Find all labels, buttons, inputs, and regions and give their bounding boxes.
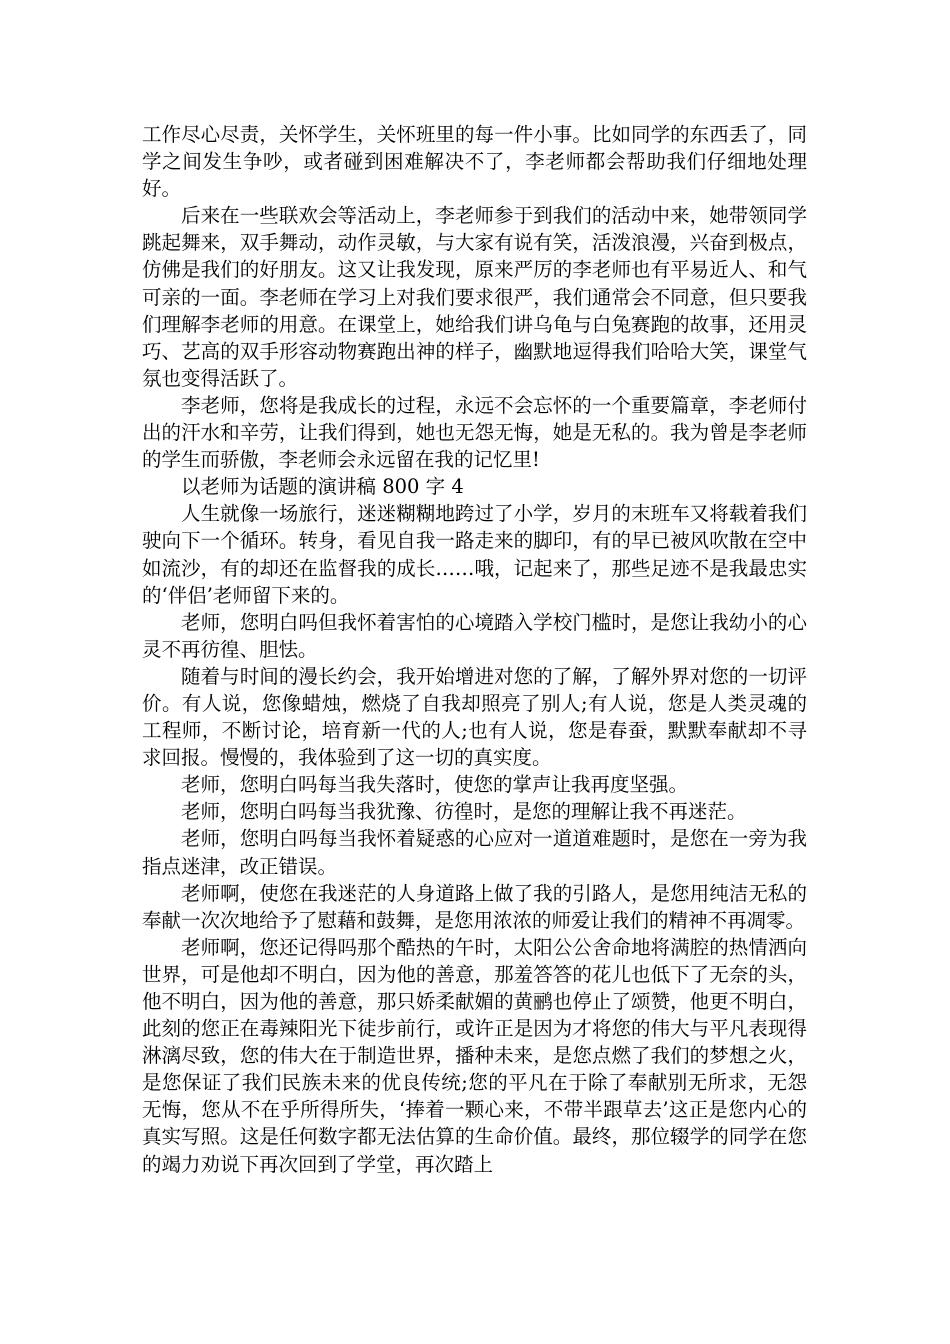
paragraph: 老师啊，使您在我迷茫的人身道路上做了我的引路人，是您用纯洁无私的奉献一次次地给予了慰藉和鼓舞，是您用浓浓的师爱让我们的精神不再凋零。 [142, 881, 807, 932]
paragraph: 老师，您明白吗每当我失落时，使您的掌声让我再度坚强。 [181, 773, 689, 797]
paragraph: 后来在一些联欢会等活动上，李老师参于到我们的活动中来，她带领同学跳起舞来，双手舞动，动作灵敏，与大家有说有笑，活泼浪漫，兴奋到极点，仿佛是我们的好朋友。这又让我发现，原来严厉的李老师也有平易近人、和气可亲的一面。李老师在学习上对我们要求很严，我们通常会不同意，但只要我们理解李老师的用意。在课堂上，她给我们讲乌龟与白兔赛跑的故事，还用灵巧、艺高的双手形容动物赛跑出神的样子，幽默地逗得我们哈哈大笑，课堂气氛也变得活跃了。 [142, 204, 807, 390]
paragraph: 工作尽心尽责，关怀学生，关怀班里的每一件小事。比如同学的东西丢了，同学之间发生争吵，或者碰到困难解决不了，李老师都会帮助我们仔细地处理好。 [142, 123, 807, 201]
paragraph: 人生就像一场旅行，迷迷糊糊地跨过了小学，岁月的末班车又将载着我们驶向下一个循环。转身，看见自我一路走来的脚印，有的早已被风吹散在空中如流沙，有的却还在监督我的成长……哦，记起来了，那些足迹不是我最忠实的‘伴侣’老师留下来的。 [142, 502, 807, 607]
paragraph: 老师，您明白吗每当我怀着疑惑的心应对一道道难题时，是您在一旁为我指点迷津，改正错误。 [142, 827, 807, 878]
paragraph: 老师，您明白吗每当我犹豫、彷徨时，是您的理解让我不再迷茫。 [181, 800, 747, 824]
section-heading: 以老师为话题的演讲稿 800 字 4 [181, 475, 464, 499]
paragraph: 老师，您明白吗但我怀着害怕的心境踏入学校门槛时，是您让我幼小的心灵不再彷徨、胆怯。 [142, 610, 807, 661]
paragraph: 李老师，您将是我成长的过程，永远不会忘怀的一个重要篇章，李老师付出的汗水和辛劳，让我们得到，她也无怨无悔，她是无私的。我为曾是李老师的学生而骄傲，李老师会永远留在我的记忆里! [142, 393, 807, 472]
paragraph: 老师啊，您还记得吗那个酷热的午时，太阳公公舍命地将满腔的热情洒向世界，可是他却不明白，因为他的善意，那羞答答的花儿也低下了无奈的头，他不明白，因为他的善意，那只娇柔献媚的黄鹂也停止了颂赞，他更不明白，此刻的您正在毒辣阳光下徒步前行，或许正是因为才将您的伟大与平凡表现得淋漓尽致，您的伟大在于制造世界，播种未来，是您点燃了我们的梦想之火，是您保证了我们民族未来的优良传统;您的平凡在于除了奉献别无所求，无怨无悔，您从不在乎所得所失，‘捧着一颗心来，不带半跟草去’这正是您内心的真实写照。这是任何数字都无法估算的生命价值。最终，那位辍学的同学在您的竭力劝说下再次回到了学堂，再次踏上 [142, 935, 807, 1176]
paragraph: 随着与时间的漫长约会，我开始增进对您的了解，了解外界对您的一切评价。有人说，您像蜡烛，燃烧了自我却照亮了别人;有人说，您是人类灵魂的工程师，不断讨论，培育新一代的人;也有人说，您是春蚕，默默奉献却不寻求回报。慢慢的，我体验到了这一切的真实度。 [142, 664, 807, 770]
document-page [142, 121, 807, 1178]
